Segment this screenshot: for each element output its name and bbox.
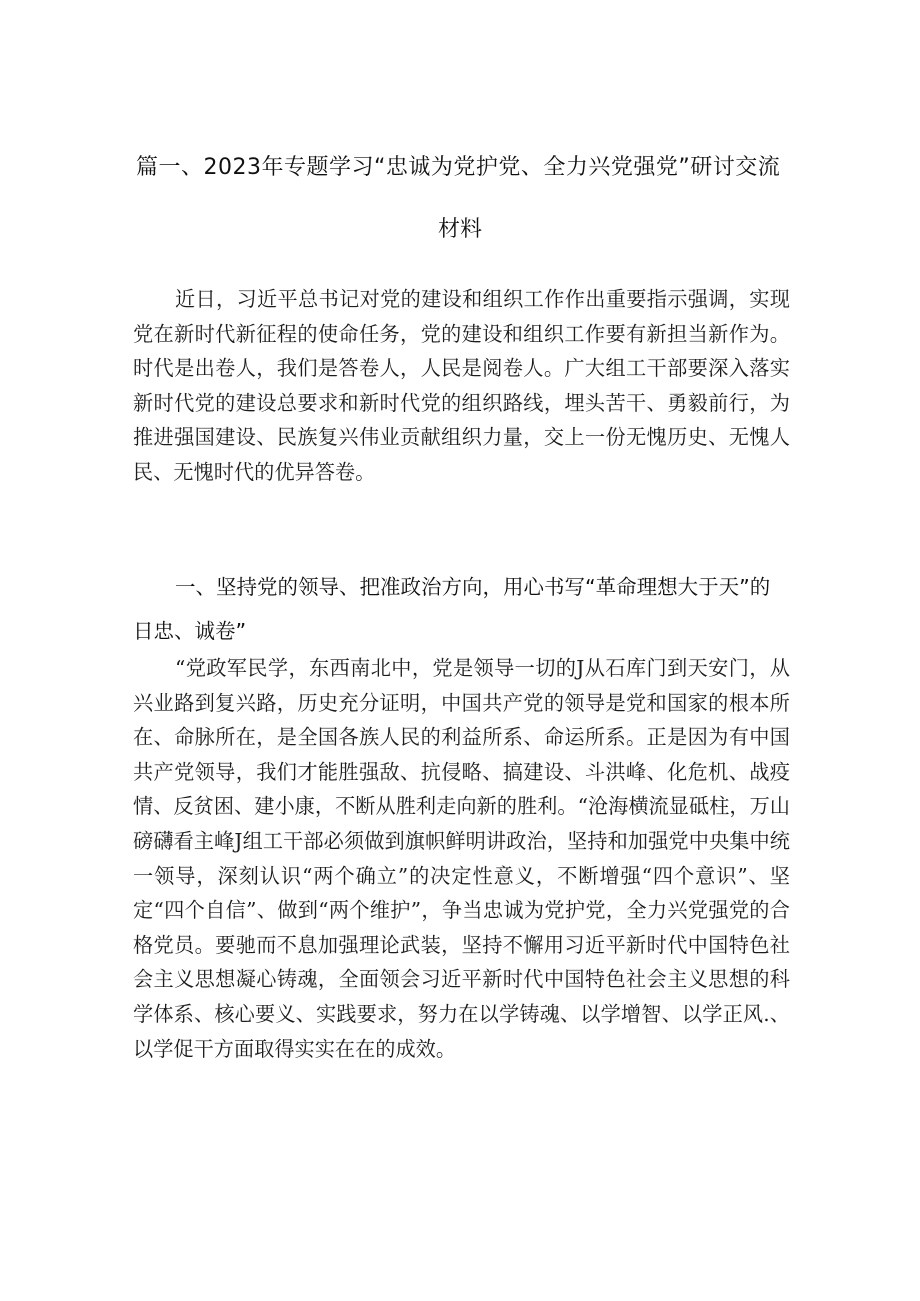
intro-paragraph: 近日，习近平总书记对党的建设和组织工作作出重要指示强调，实现党在新时代新征程的使命任务，党的建设和组织工作要有新担当新作为。时代是出卷人，我们是答卷人，人民是阅卷人。广大组工干部要深入落实新时代党的建设总要求和新时代党的组织路线，埋头苦干、勇毅前行，为推进强国建设、民族复兴伟业贡献组织力量，交上一份无愧历史、无愧人民、无愧时代的优异答卷。 (133, 287, 790, 484)
section-heading-1: 一、坚持党的领导、把准政治方向，用心书写“革命理想大于天”的日忠、诚卷” (133, 575, 771, 643)
section-1-paragraph: “党政军民学，东西南北中，党是领导一切的J从石库门到天安门，从兴业路到复兴路，历史充分证明，中国共产党的领导是党和国家的根本所在、命脉所在，是全国各族人民的利益所系、命运所系。正是因为有中国共产党领导，我们才能胜强敌、抗侵略、搞建设、斗洪峰、化危机、战疫情、反贫困、建小康，不断从胜利走向新的胜利。“沧海横流显砥柱，万山磅礴看主峰J组工干部必须做到旗帜鲜明讲政治，坚持和加强党中央集中统一领导，深刻认识“两个确立”的决定性意义，不断增强“四个意识”、坚定“四个自信”、做到“两个维护”，争当忠诚为党护党，全力兴党强党的合格党员。要驰而不息加强理论武装，坚持不懈用习近平新时代中国特色社会主义思想凝心铸魂，全面领会习近平新时代中国特色社会主义思想的科学体系、核心要义、实践要求，努力在以学铸魂、以学增智、以学正风.、以学促干方面取得实实在在的成效。 (133, 656, 790, 1061)
document-title-line-2: 材料 (437, 217, 482, 242)
document-title-line-1: 篇一、2023年专题学习“忠诚为党护党、全力兴党强党”研讨交流 (136, 155, 781, 180)
